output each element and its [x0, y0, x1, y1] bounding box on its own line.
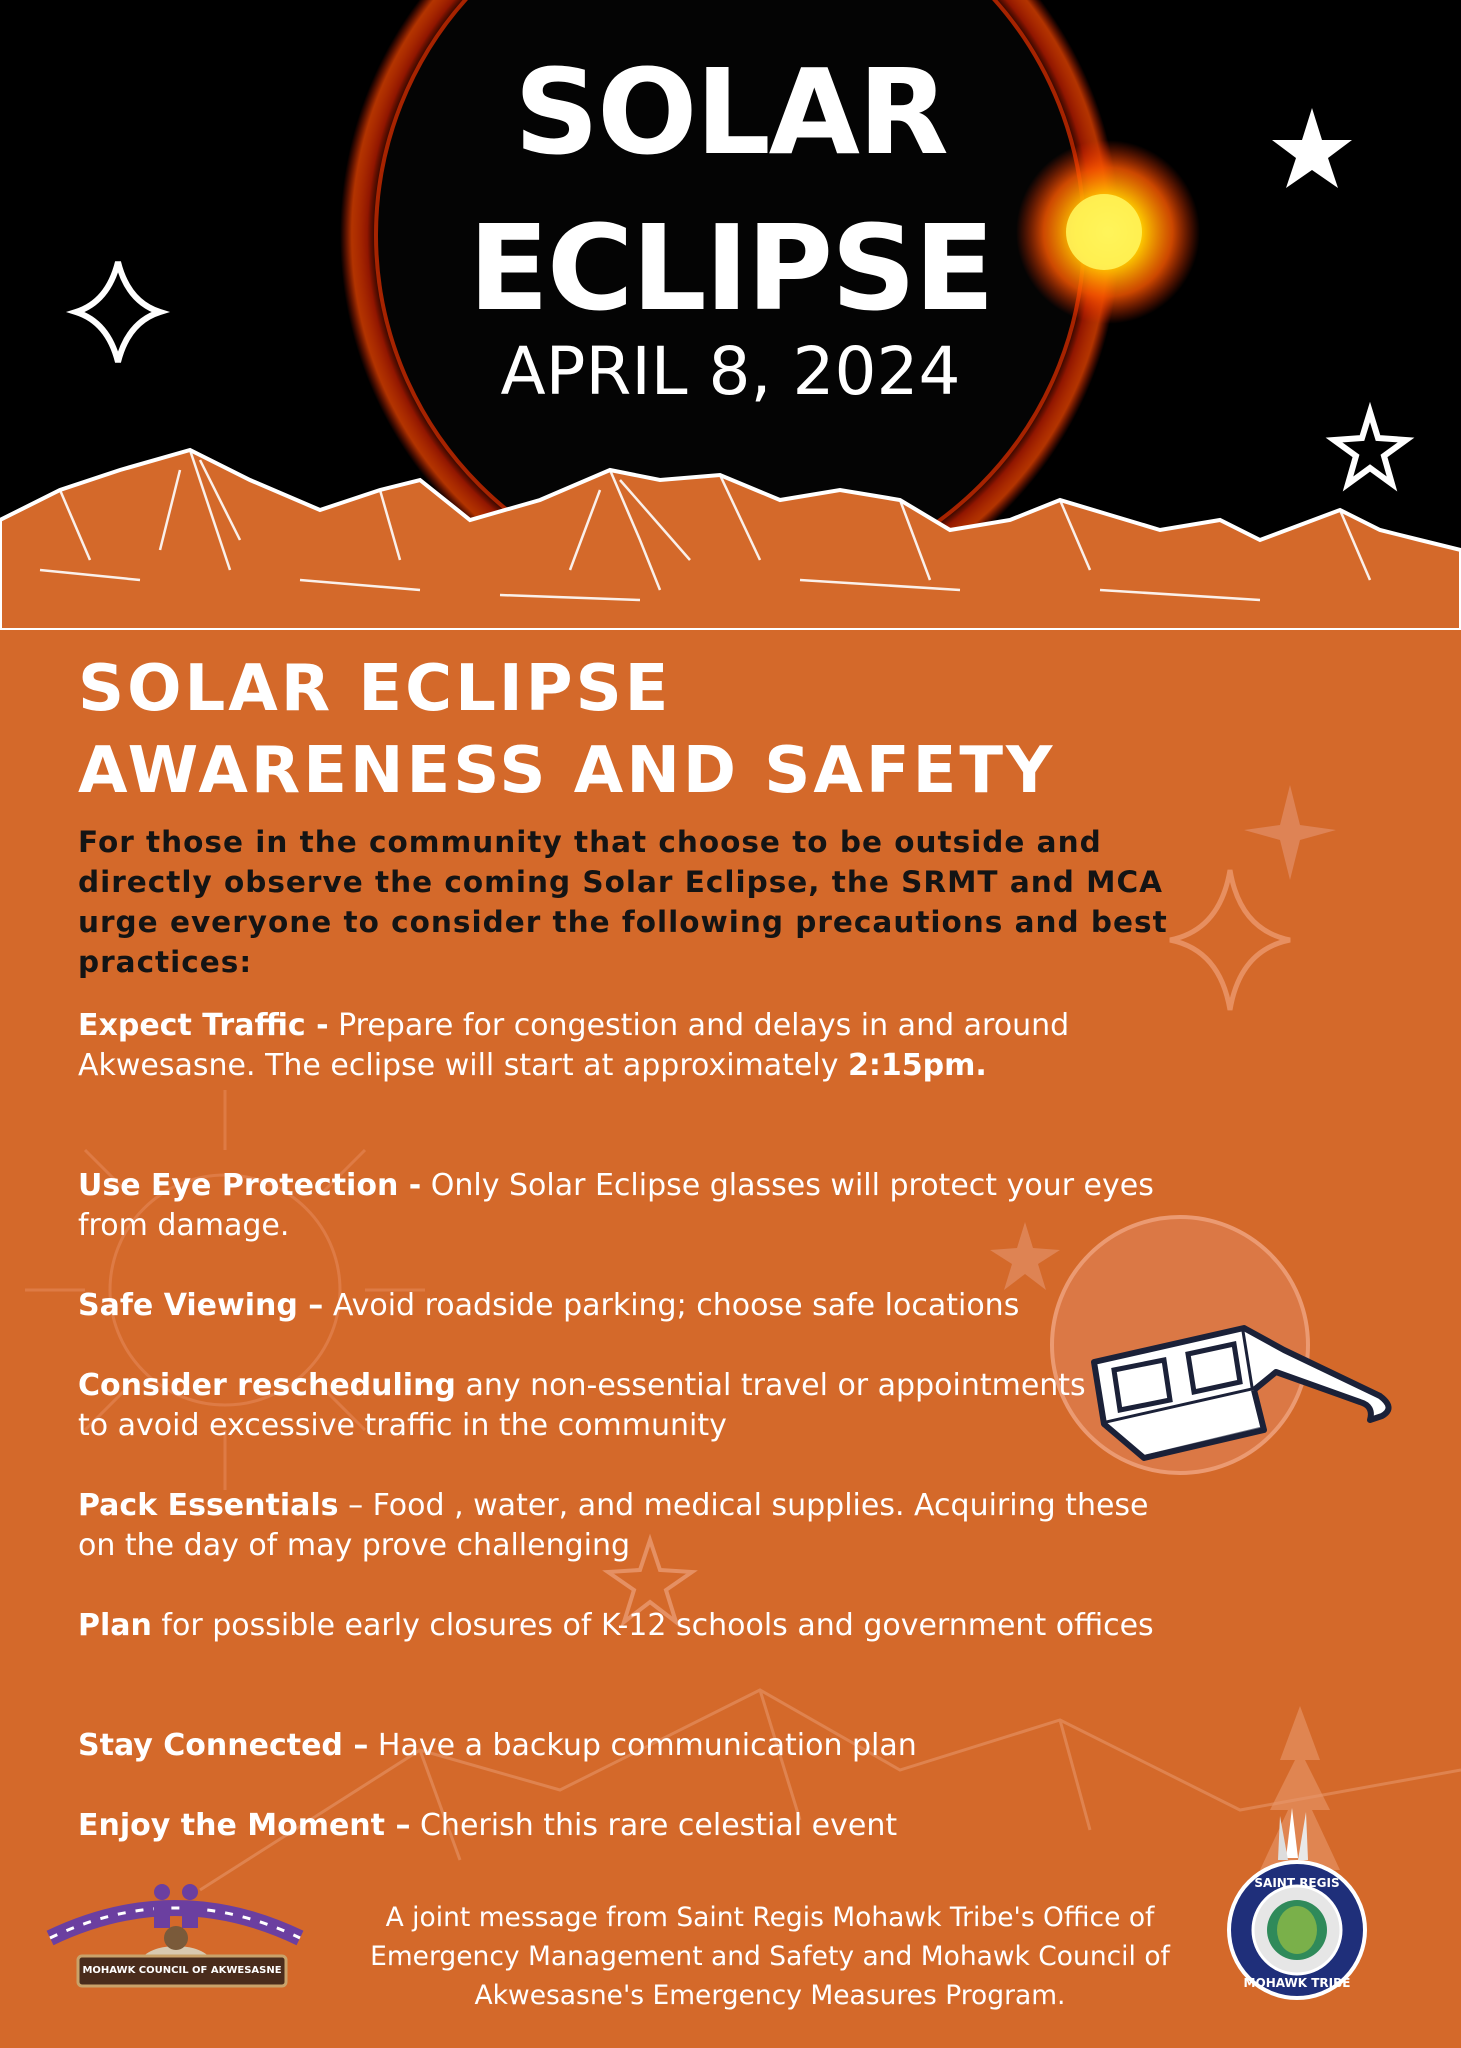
srmt-seal-label-top: SAINT REGIS [1254, 1876, 1340, 1890]
tip-text: Cherish this rare celestial event [410, 1808, 898, 1843]
intro-paragraph: For those in the community that choose to be outside and directly observe the coming Solar Eclipse, the SRMT and MCA urge everyone to consider the following precautions and best practices: [78, 825, 1168, 979]
tip-label: Enjoy the Moment – [78, 1808, 411, 1843]
tip-label: Safe Viewing – [78, 1288, 324, 1323]
section-heading-line1: SOLAR ECLIPSE [78, 652, 672, 726]
eclipse-glasses-icon [1084, 1320, 1404, 1480]
tip-text: Prepare for congestion and delays in and around Akwesasne. The eclipse will start at approximately [78, 1008, 1070, 1083]
tip-label: Consider rescheduling [78, 1368, 456, 1403]
mohawk-council-logo [40, 1868, 310, 1998]
tip-label: Plan [78, 1608, 152, 1643]
tip-emphasis: 2:15pm. [847, 1048, 987, 1083]
joint-message: A joint message from Saint Regis Mohawk Tribe's Office of Emergency Management and Safety and Mohawk Council of Akwesasne's Emergency Measures Program. [370, 1902, 1170, 2011]
tip-expect-traffic [78, 1006, 1188, 1086]
tip-eye-protection [78, 1166, 1188, 1246]
tip-label: Expect Traffic - [78, 1008, 329, 1043]
tip-text: Have a backup communication plan [368, 1728, 917, 1763]
tip-text: – Food , water, and medical supplies. Acquiring these on the day of may prove challenging [78, 1488, 1149, 1563]
tip-label: Stay Connected – [78, 1728, 369, 1763]
tip-text: Avoid roadside parking; choose safe locations [323, 1288, 1020, 1323]
tip-stay-connected [78, 1726, 1188, 1766]
sparkle-star-icon [1170, 870, 1290, 1010]
mca-logo-label: MOHAWK COUNCIL OF AKWESASNE [82, 1965, 282, 1976]
tip-text: for possible early closures of K-12 schools and government offices [151, 1608, 1154, 1643]
mountain-range [0, 430, 1461, 630]
tip-pack-essentials [78, 1486, 1188, 1566]
section-heading-line2: AWARENESS AND SAFETY [78, 734, 1056, 808]
tip-label: Use Eye Protection - [78, 1168, 422, 1203]
poster-title-line2: ECLIPSE [468, 199, 993, 337]
srmt-seal-label-bottom: MOHAWK TRIBE [1243, 1976, 1351, 1990]
tip-label: Pack Essentials [78, 1488, 339, 1523]
tip-text: any non-essential travel or appointments to avoid excessive traffic in the community [78, 1368, 1086, 1443]
tip-enjoy-moment [78, 1806, 1188, 1846]
tip-text: Only Solar Eclipse glasses will protect your eyes from damage. [78, 1168, 1154, 1243]
tip-consider-rescheduling [78, 1366, 1088, 1446]
tip-plan [78, 1606, 1188, 1646]
section-heading [78, 648, 1278, 812]
eclipse-date: APRIL 8, 2024 [500, 333, 961, 410]
srmt-seal-logo [1222, 1806, 1372, 2006]
poster-title-line1: SOLAR [514, 43, 947, 181]
tip-safe-viewing [78, 1286, 1188, 1326]
